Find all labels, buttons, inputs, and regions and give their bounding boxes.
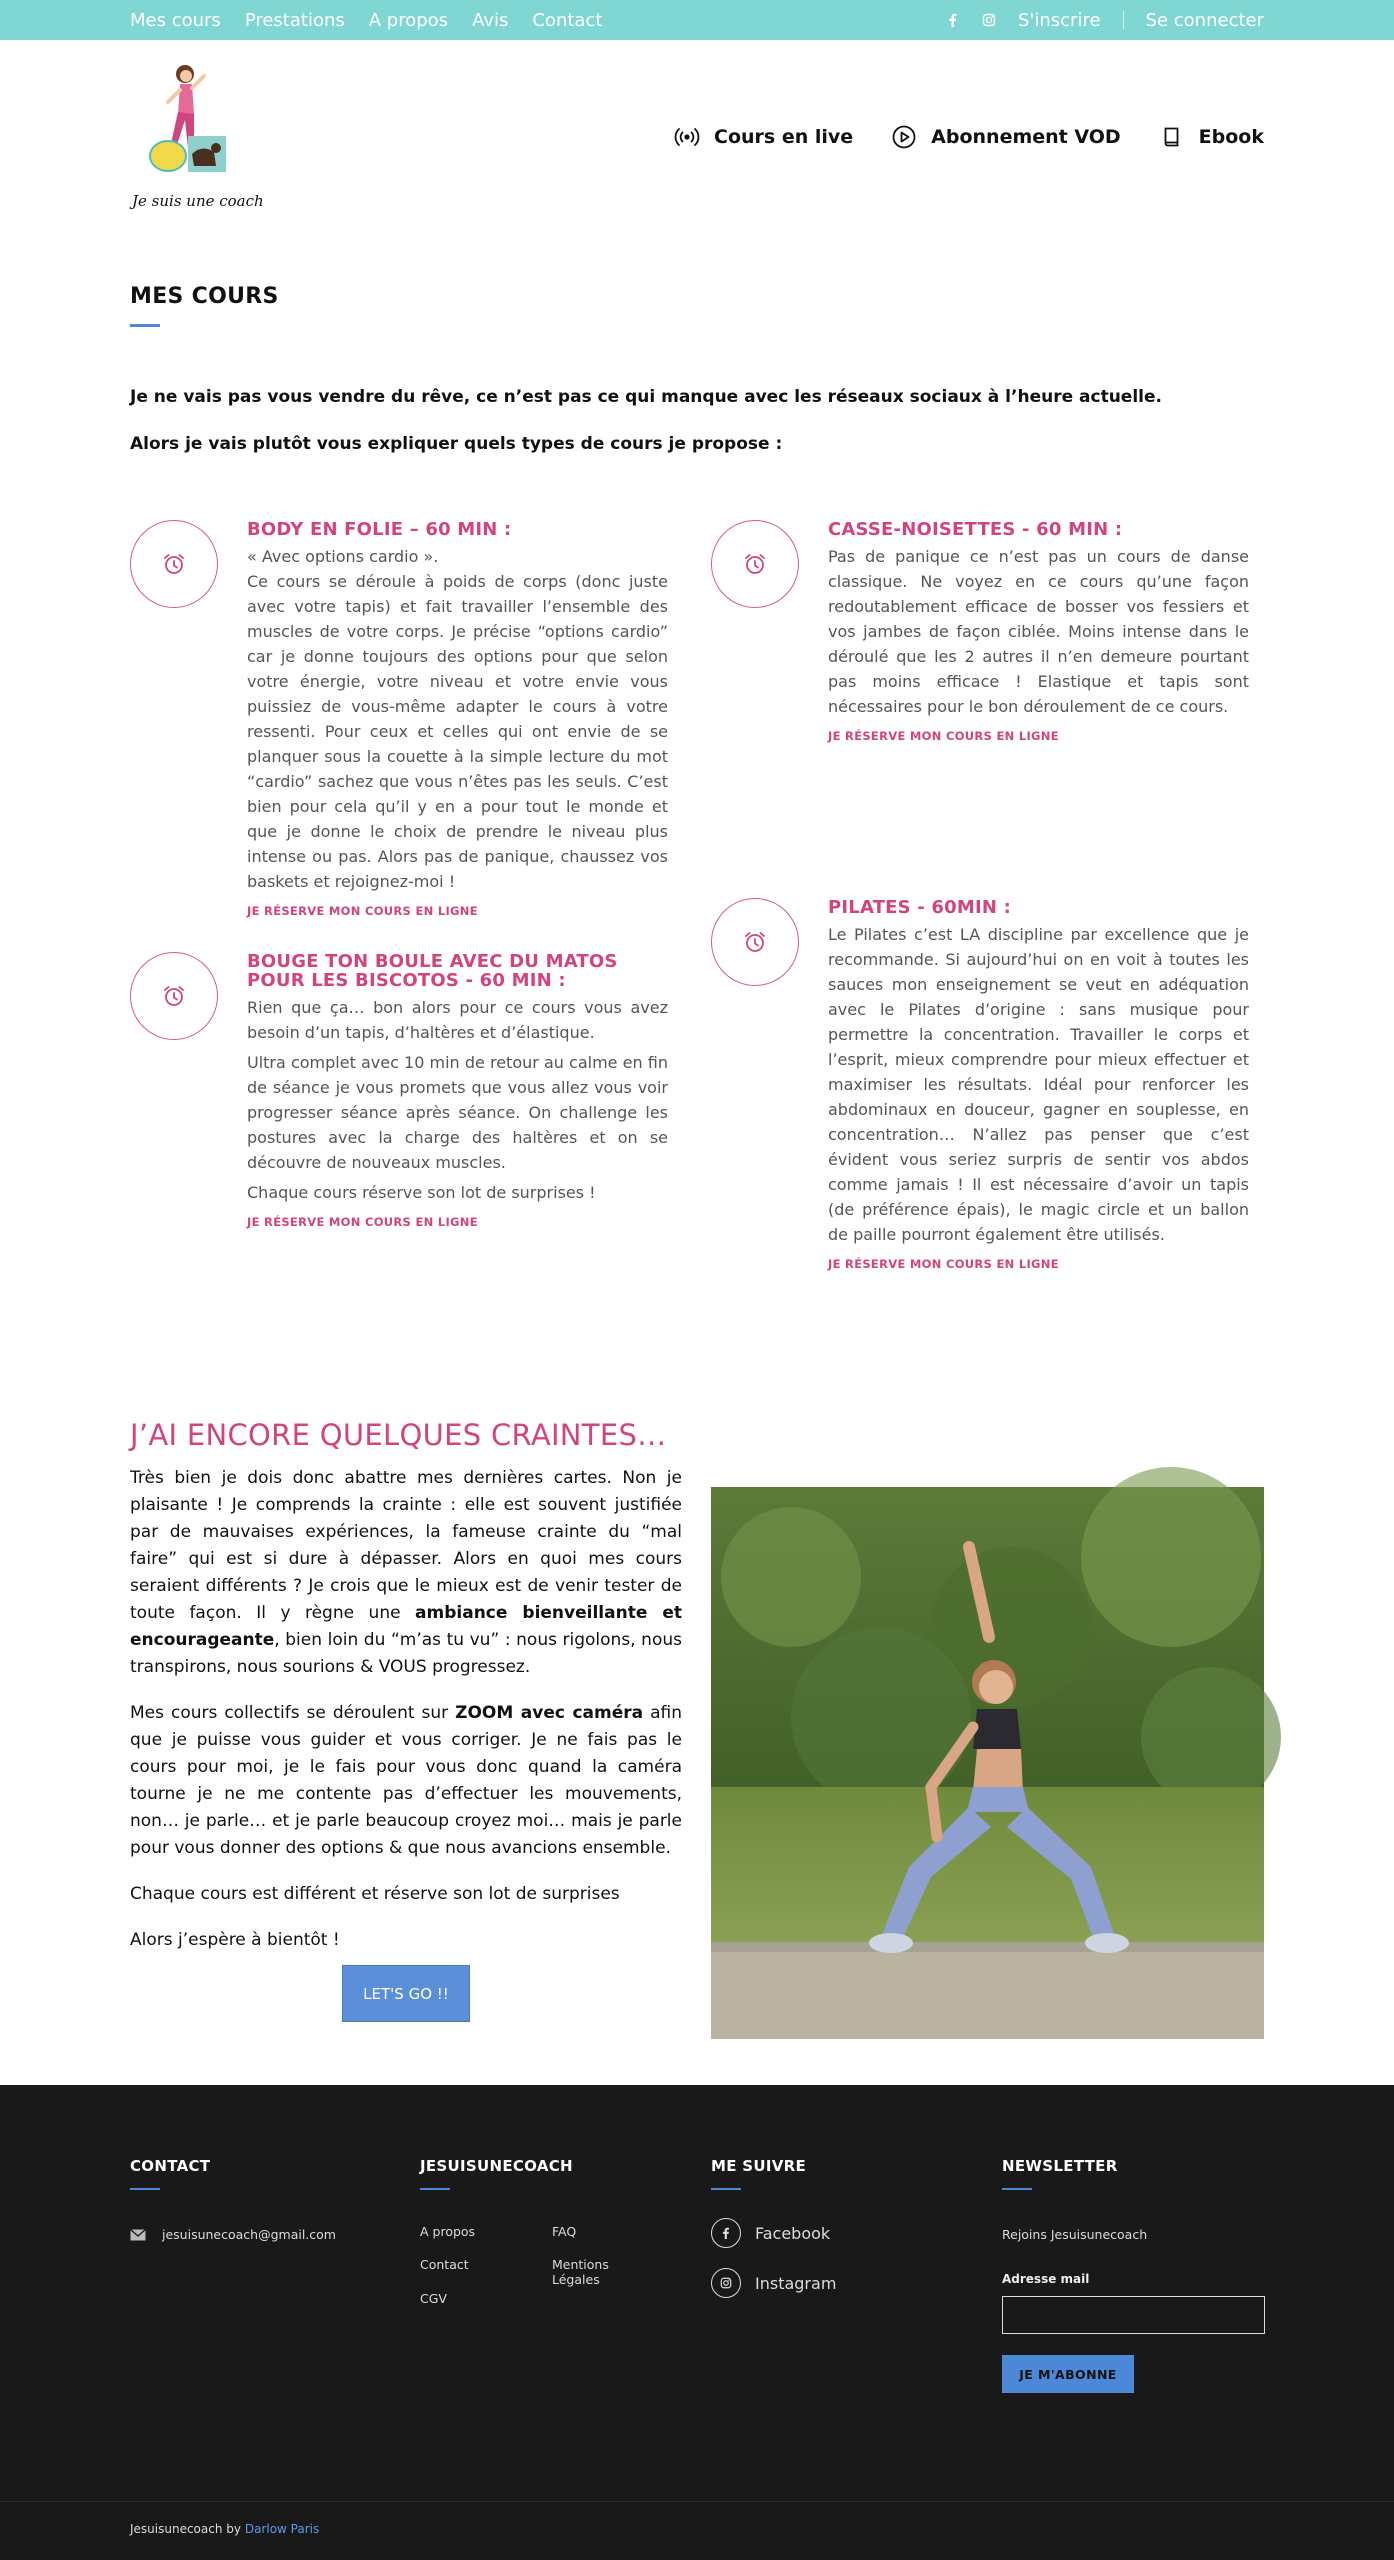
copyright: Jesuisunecoach by Darlow Paris: [130, 2522, 320, 2536]
footer-email[interactable]: jesuisunecoach@gmail.com: [162, 2227, 336, 2242]
course-title: CASSE-NOISETTES - 60 MIN :: [828, 519, 1123, 540]
footer-underline: [420, 2188, 450, 2190]
lets-go-button[interactable]: LET'S GO !!: [342, 1965, 470, 2022]
top-nav: [130, 0, 602, 40]
facebook-icon: [711, 2218, 741, 2248]
logo-text: Je suis une coach: [132, 192, 264, 210]
logo[interactable]: [130, 56, 264, 222]
title-underline: [130, 324, 160, 327]
alarm-clock-icon: [130, 952, 218, 1040]
footer-follow: [711, 2157, 836, 2298]
course-body: [247, 520, 668, 918]
footer-instagram[interactable]: [711, 2268, 836, 2298]
newsletter-email-input[interactable]: [1002, 2296, 1265, 2334]
instagram-label: Instagram: [755, 2273, 837, 2293]
course-description: « Avec options cardio ». Ce cours se déroule à poids de corps (donc juste avec votre tapis) et fait travailler l’ensemble des muscles de votre corps. Je précise “options cardio” car je donne toujours des options pour que selon votre énergie, votre niveau et votre envie vous puissiez de vous-même adapter le cours à votre ressenti. Pour ceux et celles qui ont envie de se planquer sous la couette à la simple lecture du mot “cardio” sachez que vous n’êtes pas les seuls. C’est bien pour cela qu’il y en a pour tout le monde et que je donne le choix de prendre le niveau plus intense ou pas. Alors pas de panique, chaussez vos baskets et rejoignez-moi !: [247, 547, 668, 891]
page-title: MES COURS: [130, 284, 279, 309]
course-title: PILATES - 60MIN :: [828, 897, 1012, 918]
footer-underline: [1002, 2188, 1032, 2190]
course-description: Le Pilates c’est LA discipline par excellence que je recommande. Si aujourd’hui on en voit à toutes les sauces mon enseignement se veut en adéquation avec le Pilates d’origine : sans musique pour permettre la concentration. Travailler le corps et l’esprit, mieux comprendre pour mieux effectuer et maximiser les résultats. Idéal pour renforcer les abdominaux en douceur, gagner en souplesse, en concentration… N’allez pas penser que c’est évident vous seriez surpris de sentir vos abdos comme jamais ! Il est nécessaire d’avoir un tapis (de préférence épais), le magic circle et un ballon de paille pourront également être utilisés.: [828, 925, 1249, 1244]
facebook-label: Facebook: [755, 2223, 831, 2243]
reserve-link[interactable]: JE RÉSERVE MON COURS EN LIGNE: [828, 1257, 1059, 1271]
footer-link-mentions-legales[interactable]: Mentions Légales: [552, 2257, 609, 2287]
course-description: Pas de panique ce n’est pas un cours de danse classique. Ne voyez en ce cours qu’une façon redoutablement efficace de bosser vos fessiers et vos jambes de façon ciblée. Moins intense dans le déroulé que les 2 autres il n’en demeure pourtant pas moins efficace ! Elastique et tapis sont nécessaires pour le bon déroulement de ce cours.: [828, 547, 1249, 716]
footer-link-faq[interactable]: FAQ: [552, 2224, 577, 2239]
footer: [0, 2085, 1394, 2560]
nav-label-vod: Abonnement VOD: [931, 126, 1121, 148]
footer-underline: [711, 2188, 741, 2190]
intro-text-1: Je ne vais pas vous vendre du rêve, ce n’est pas ce qui manque avec les réseaux sociaux à l’heure actuelle.: [130, 387, 1162, 407]
course-body: [828, 520, 1249, 743]
divider: [1123, 11, 1124, 29]
footer-divider: [0, 2501, 1394, 2502]
footer-underline: [130, 2188, 160, 2190]
footer-email-row: [130, 2227, 336, 2242]
footer-brand-title: JESUISUNECOACH: [420, 2157, 573, 2175]
course-description: Chaque cours réserve son lot de surprises !: [247, 1183, 596, 1202]
instagram-icon[interactable]: [982, 13, 996, 27]
signup-link[interactable]: S'inscrire: [1018, 9, 1101, 31]
nav-label-live: Cours en live: [714, 126, 854, 148]
nav-abonnement-vod[interactable]: [891, 124, 1121, 150]
alarm-clock-icon: [130, 520, 218, 608]
mail-icon: [130, 2229, 146, 2241]
instagram-icon: [711, 2268, 741, 2298]
course-title: BODY EN FOLIE – 60 MIN :: [247, 519, 512, 540]
alarm-clock-icon: [711, 898, 799, 986]
craintes-title: J’AI ENCORE QUELQUES CRAINTES…: [130, 1418, 667, 1452]
footer-contact: [130, 2157, 336, 2242]
top-nav-avis[interactable]: Avis: [472, 9, 509, 31]
book-icon: [1159, 124, 1185, 150]
top-nav-prestations[interactable]: Prestations: [244, 9, 345, 31]
footer-link-cgv[interactable]: CGV: [420, 2291, 447, 2306]
footer-brand: [420, 2157, 660, 2324]
course-description: Rien que ça… bon alors pour ce cours vous avez besoin d’un tapis, d’haltères et d’élastique.: [247, 998, 668, 1042]
top-nav-contact[interactable]: Contact: [532, 9, 603, 31]
subscribe-button[interactable]: JE M'ABONNE: [1002, 2355, 1134, 2393]
login-link[interactable]: Se connecter: [1145, 9, 1264, 31]
craintes-paragraph-1: Très bien je dois donc abattre mes dernières cartes. Non je plaisante ! Je comprends la crainte : elle est souvent justifiée par de mauvaises expériences, la fameuse crainte du “mal faire” qui est si dure à dépasser. Alors en quoi mes cours seraient différents ? Je crois que le mieux est de venir tester de toute façon. Il y règne une ambiance bienveillante et encourageante, bien loin du “m’as tu vu” : nous rigolons, nous transpirons, nous sourions & VOUS progressez.: [130, 1468, 682, 1677]
footer-follow-title: ME SUIVRE: [711, 2157, 807, 2175]
footer-links: [420, 2224, 660, 2324]
coach-photo: [711, 1487, 1264, 2039]
nav-cours-en-live[interactable]: [674, 124, 853, 150]
intro-text-2: Alors je vais plutôt vous expliquer quels types de cours je propose :: [130, 434, 783, 454]
reserve-link[interactable]: JE RÉSERVE MON COURS EN LIGNE: [247, 904, 478, 918]
craintes-paragraph-4: Alors j’espère à bientôt !: [130, 1930, 340, 1950]
footer-facebook[interactable]: [711, 2218, 836, 2248]
footer-link-a-propos[interactable]: A propos: [420, 2224, 476, 2239]
play-circle-icon: [891, 124, 917, 150]
top-bar: [0, 0, 1394, 40]
craintes-paragraph-3: Chaque cours est différent et réserve son lot de surprises: [130, 1884, 620, 1904]
course-description: Ultra complet avec 10 min de retour au calme en fin de séance je vous promets que vous allez vous voir progresser séance après séance. On challenge les postures avec la charge des haltères et on se découvre de nouveaux muscles.: [247, 1053, 668, 1172]
facebook-icon[interactable]: [946, 13, 960, 27]
top-right: [946, 0, 1264, 40]
email-label: Adresse mail: [1002, 2272, 1090, 2286]
newsletter-text: Rejoins Jesuisunecoach: [1002, 2227, 1148, 2242]
alarm-clock-icon: [711, 520, 799, 608]
broadcast-icon: [674, 124, 700, 150]
footer-link-contact[interactable]: Contact: [420, 2257, 469, 2272]
top-nav-mes-cours[interactable]: Mes cours: [130, 9, 221, 31]
footer-contact-title: CONTACT: [130, 2157, 211, 2175]
reserve-link[interactable]: JE RÉSERVE MON COURS EN LIGNE: [828, 729, 1059, 743]
craintes-text: [130, 1465, 682, 1973]
main-nav: [674, 124, 1264, 150]
footer-newsletter-title: NEWSLETTER: [1002, 2157, 1118, 2175]
top-nav-a-propos[interactable]: A propos: [368, 9, 449, 31]
course-body: [828, 898, 1249, 1271]
nav-ebook[interactable]: [1159, 124, 1264, 150]
nav-label-ebook: Ebook: [1198, 126, 1264, 148]
course-title: BOUGE TON BOULE AVEC DU MATOS POUR LES BISCOTOS - 60 MIN :: [247, 951, 618, 991]
course-body: [247, 952, 668, 1229]
darlow-link[interactable]: Darlow Paris: [244, 2522, 320, 2536]
craintes-paragraph-2: Mes cours collectifs se déroulent sur ZOOM avec caméra afin que je puisse vous guider et vous corriger. Je ne fais pas le cours pour moi, je le fais pour vous donc quand la caméra tourne je ne me contente pas d’effectuer les mouvements, non… je parle… et je parle beaucoup croyez moi… mais je parle pour vous donner des options & que nous avancions ensemble.: [130, 1703, 682, 1858]
reserve-link[interactable]: JE RÉSERVE MON COURS EN LIGNE: [247, 1215, 478, 1229]
footer-newsletter: [1002, 2157, 1265, 2393]
